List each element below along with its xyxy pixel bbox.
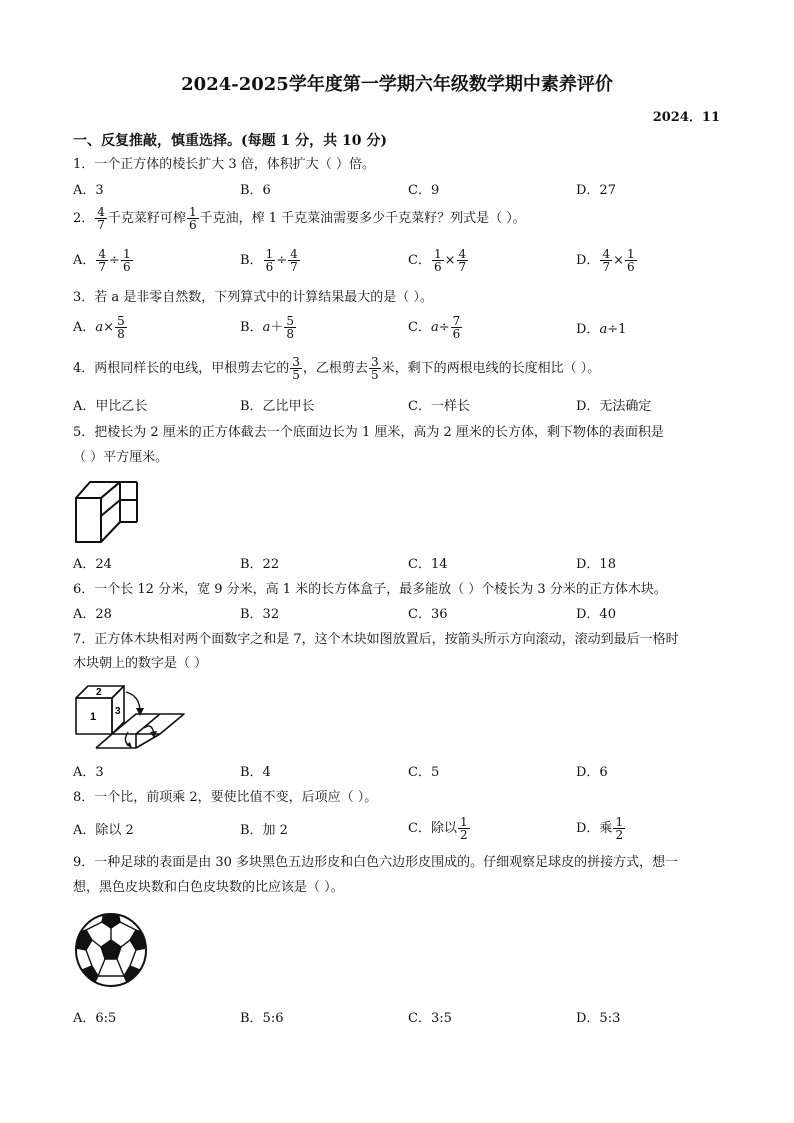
q8-option-c: C．除以 $\frac{1}{2}$ <box>408 815 468 842</box>
q6-option-d: D．40 <box>576 607 616 622</box>
q9-option-d: D．5:3 <box>576 1011 621 1026</box>
cube-face-top: 2 <box>96 687 102 698</box>
q9-option-b: B．5:6 <box>240 1011 284 1026</box>
q5-option-d: D．18 <box>576 557 616 572</box>
question-9-line-1: 9．一种足球的表面是由 30 多块黑色五边形皮和白色六边形皮围成的。仔细观察足球皮的拼接方式，想一 <box>73 855 679 870</box>
section-heading: 一、反复推敲，慎重选择。(每题 1 分，共 10 分) <box>73 133 387 149</box>
q8-option-a: A．除以 2 <box>73 823 134 838</box>
question-4: 4．两根同样长的电线，甲根剪去它的 $\frac{3}{5}$ ，乙根剪去 $\frac{3}{5}$ 米，剩下的两根电线的长度相比（ ）。 <box>73 355 601 382</box>
q2-fraction-2: $\frac{1}{6}$ <box>188 205 197 232</box>
q4-fraction-2: $\frac{3}{5}$ <box>370 355 379 382</box>
question-7-line-2: 木块朝上的数字是（ ） <box>73 656 208 671</box>
q3-option-b: B．a＋ $\frac{5}{8}$ <box>240 314 294 341</box>
cube-face-side: 3 <box>115 706 121 717</box>
q4-option-d: D．无法确定 <box>576 399 652 414</box>
q1-option-a: A．3 <box>73 183 104 198</box>
cube-face-front: 1 <box>90 711 97 723</box>
q2-text-1: 千克菜籽可榨 <box>107 211 186 226</box>
page-title: 2024-2025学年度第一学期六年级数学期中素养评价 <box>181 74 613 95</box>
q6-option-c: C．36 <box>408 607 448 622</box>
question-5-line-1: 5．把棱长为 2 厘米的正方体截去一个底面边长为 1 厘米，高为 2 厘米的长方体，剩下物体的表面积是 <box>73 425 664 440</box>
q2-number: 2． <box>73 211 95 226</box>
q2-fraction-1: $\frac{4}{7}$ <box>97 205 105 232</box>
q5-option-b: B．22 <box>240 557 280 572</box>
exam-date: 2024．11 <box>652 110 720 125</box>
q3-option-d: D．a÷1 <box>576 322 627 337</box>
q3-option-a: A．a× $\frac{5}{8}$ <box>73 314 125 341</box>
q9-option-c: C．3:5 <box>408 1011 452 1026</box>
q8-option-d: D．乘 $\frac{1}{2}$ <box>576 815 624 842</box>
question-8: 8．一个比，前项乘 2，要使比值不变，后项应（ ）。 <box>73 790 378 805</box>
q2-text-2: 千克油，榨 1 千克菜油需要多少千克菜籽？列式是（ ）。 <box>199 211 526 226</box>
question-9-line-2: 想，黑色皮块数和白色皮块数的比应该是（ ）。 <box>73 880 344 895</box>
cut-cube-figure <box>74 478 140 544</box>
soccer-ball-figure <box>74 912 148 988</box>
q2-option-c: C． $\frac{1}{6}$ × $\frac{4}{7}$ <box>408 247 467 274</box>
q6-option-b: B．32 <box>240 607 280 622</box>
q4-option-a: A．甲比乙长 <box>73 399 148 414</box>
q2-option-d: D． $\frac{4}{7}$ × $\frac{1}{6}$ <box>576 247 635 274</box>
question-3: 3．若 a 是非零自然数，下列算式中的计算结果最大的是（ ）。 <box>73 290 433 305</box>
q4-option-c: C．一样长 <box>408 399 470 414</box>
q1-option-d: D．27 <box>576 183 616 198</box>
q7-option-c: C．5 <box>408 765 440 780</box>
q4-option-b: B．乙比甲长 <box>240 399 315 414</box>
q7-option-b: B．4 <box>240 765 271 780</box>
q4-fraction-1: $\frac{3}{5}$ <box>292 355 300 382</box>
q1-option-b: B．6 <box>240 183 271 198</box>
q2-option-a: A． $\frac{4}{7}$ ÷ $\frac{1}{6}$ <box>73 247 131 274</box>
q7-option-d: D．6 <box>576 765 608 780</box>
q7-option-a: A．3 <box>73 765 104 780</box>
rolling-cube-figure <box>74 682 186 752</box>
question-2 <box>73 206 526 231</box>
q6-option-a: A．28 <box>73 607 112 622</box>
question-1: 1．一个正方体的棱长扩大 3 倍，体积扩大（ ）倍。 <box>73 157 375 172</box>
q9-option-a: A．6:5 <box>73 1011 117 1026</box>
question-6: 6．一个长 12 分米，宽 9 分米，高 1 米的长方体盒子，最多能放（ ）个棱长为 3 分米的正方体木块。 <box>73 582 667 597</box>
q1-option-c: C．9 <box>408 183 440 198</box>
q5-option-a: A．24 <box>73 557 112 572</box>
question-7-line-1: 7．正方体木块相对两个面数字之和是 7，这个木块如图放置后，按箭头所示方向滚动，滚动到最后一格时 <box>73 632 679 647</box>
q2-option-b: B． $\frac{1}{6}$ ÷ $\frac{4}{7}$ <box>240 247 298 274</box>
q8-option-b: B．加 2 <box>240 823 288 838</box>
q5-option-c: C．14 <box>408 557 448 572</box>
question-5-line-2: （ ）平方厘米。 <box>73 450 169 465</box>
q3-option-c: C．a÷ $\frac{7}{6}$ <box>408 314 461 341</box>
